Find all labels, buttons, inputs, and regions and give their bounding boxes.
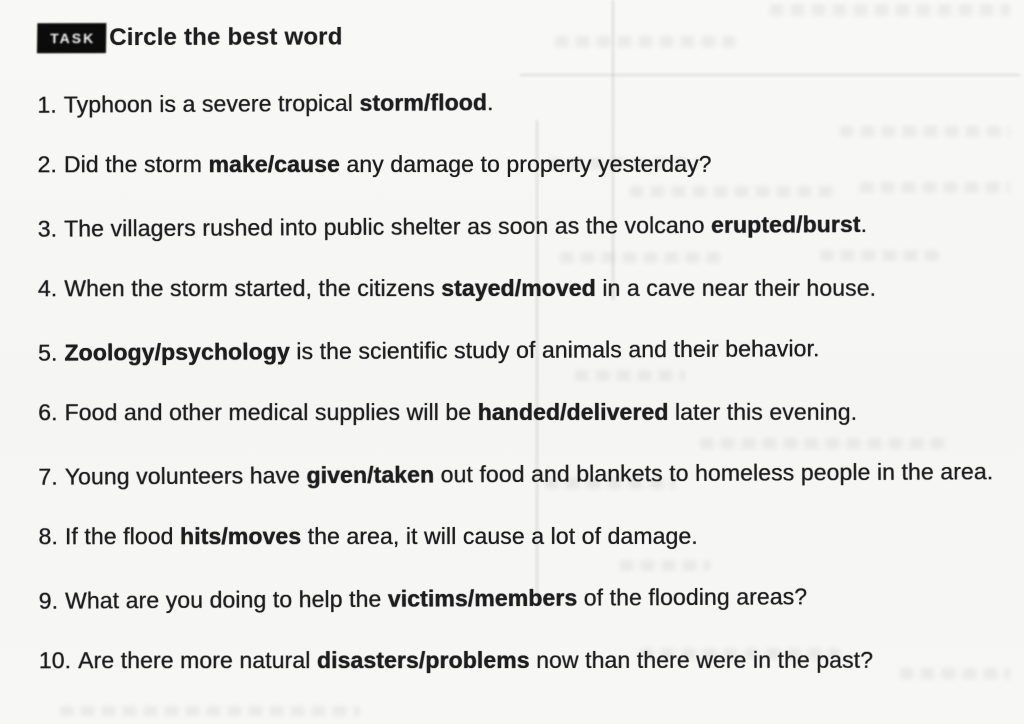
exercise-item-7: [38, 453, 1000, 495]
item-number: 9.: [38, 587, 59, 614]
exercise-item-3: [38, 205, 1000, 247]
item-text: Did the storm: [63, 151, 209, 178]
bleedthrough-text: [770, 4, 1010, 16]
item-number: 8.: [38, 523, 58, 550]
exercise-item-10: [39, 642, 1001, 679]
item-number: 5.: [37, 339, 58, 366]
word-choice[interactable]: disasters/problems: [316, 646, 530, 674]
item-number: 7.: [38, 463, 58, 490]
word-choice[interactable]: victims/members: [387, 584, 578, 612]
item-text: The villagers rushed into public shelter as soon as the volcano: [63, 211, 712, 242]
item-number: 1.: [37, 91, 57, 118]
item-text: What are you doing to help the: [64, 585, 388, 614]
item-text: the area, it will cause a lot of damage.: [301, 522, 698, 550]
item-text: When the storm started, the citizens: [64, 275, 442, 302]
exercise-item-5: [38, 329, 1000, 371]
item-text: of the flooding areas?: [577, 583, 808, 611]
item-text: Young volunteers have: [64, 462, 307, 490]
item-text: If the flood: [64, 523, 180, 550]
worksheet-header: [37, 21, 1002, 54]
word-choice[interactable]: storm/flood: [359, 89, 488, 116]
word-choice[interactable]: Zoology/psychology: [64, 338, 290, 366]
item-text: Typhoon is a severe tropical: [63, 89, 360, 118]
exercise-item-8: [38, 518, 1000, 555]
item-text: .: [486, 89, 494, 116]
item-number: 6.: [38, 399, 58, 426]
word-choice[interactable]: given/taken: [306, 461, 435, 489]
word-choice[interactable]: erupted/burst: [710, 211, 861, 238]
word-choice[interactable]: make/cause: [208, 151, 340, 178]
exercise-item-6: [38, 394, 1000, 431]
worksheet-content: [37, 21, 1004, 706]
item-text: later this evening.: [668, 398, 858, 425]
task-badge: TASK: [37, 23, 107, 53]
item-number: 3.: [37, 215, 58, 242]
item-text: .: [860, 210, 868, 238]
page-title: Circle the best word: [109, 23, 343, 52]
item-number: 2.: [37, 151, 57, 178]
item-text: Food and other medical supplies will be: [64, 399, 478, 426]
item-number: 10.: [38, 647, 72, 674]
word-choice[interactable]: hits/moves: [179, 523, 302, 550]
word-choice[interactable]: handed/delivered: [477, 398, 669, 426]
item-text: Are there more natural: [78, 647, 317, 674]
item-text: out food and blankets to homeless people in the area.: [434, 458, 994, 488]
bleedthrough-text: [60, 706, 360, 716]
item-text: in a cave near their house.: [595, 274, 877, 301]
item-text: any damage to property yesterday?: [339, 150, 712, 178]
word-choice[interactable]: stayed/moved: [441, 274, 596, 302]
exercise-item-4: [38, 270, 1000, 307]
exercise-item-1: [37, 81, 999, 123]
exercise-item-9: [39, 577, 1001, 619]
item-number: 4.: [37, 275, 58, 302]
item-text: is the scientific study of animals and their behavior.: [289, 335, 820, 365]
item-text: now than there were in the past?: [529, 646, 874, 673]
exercise-item-2: [37, 146, 999, 183]
